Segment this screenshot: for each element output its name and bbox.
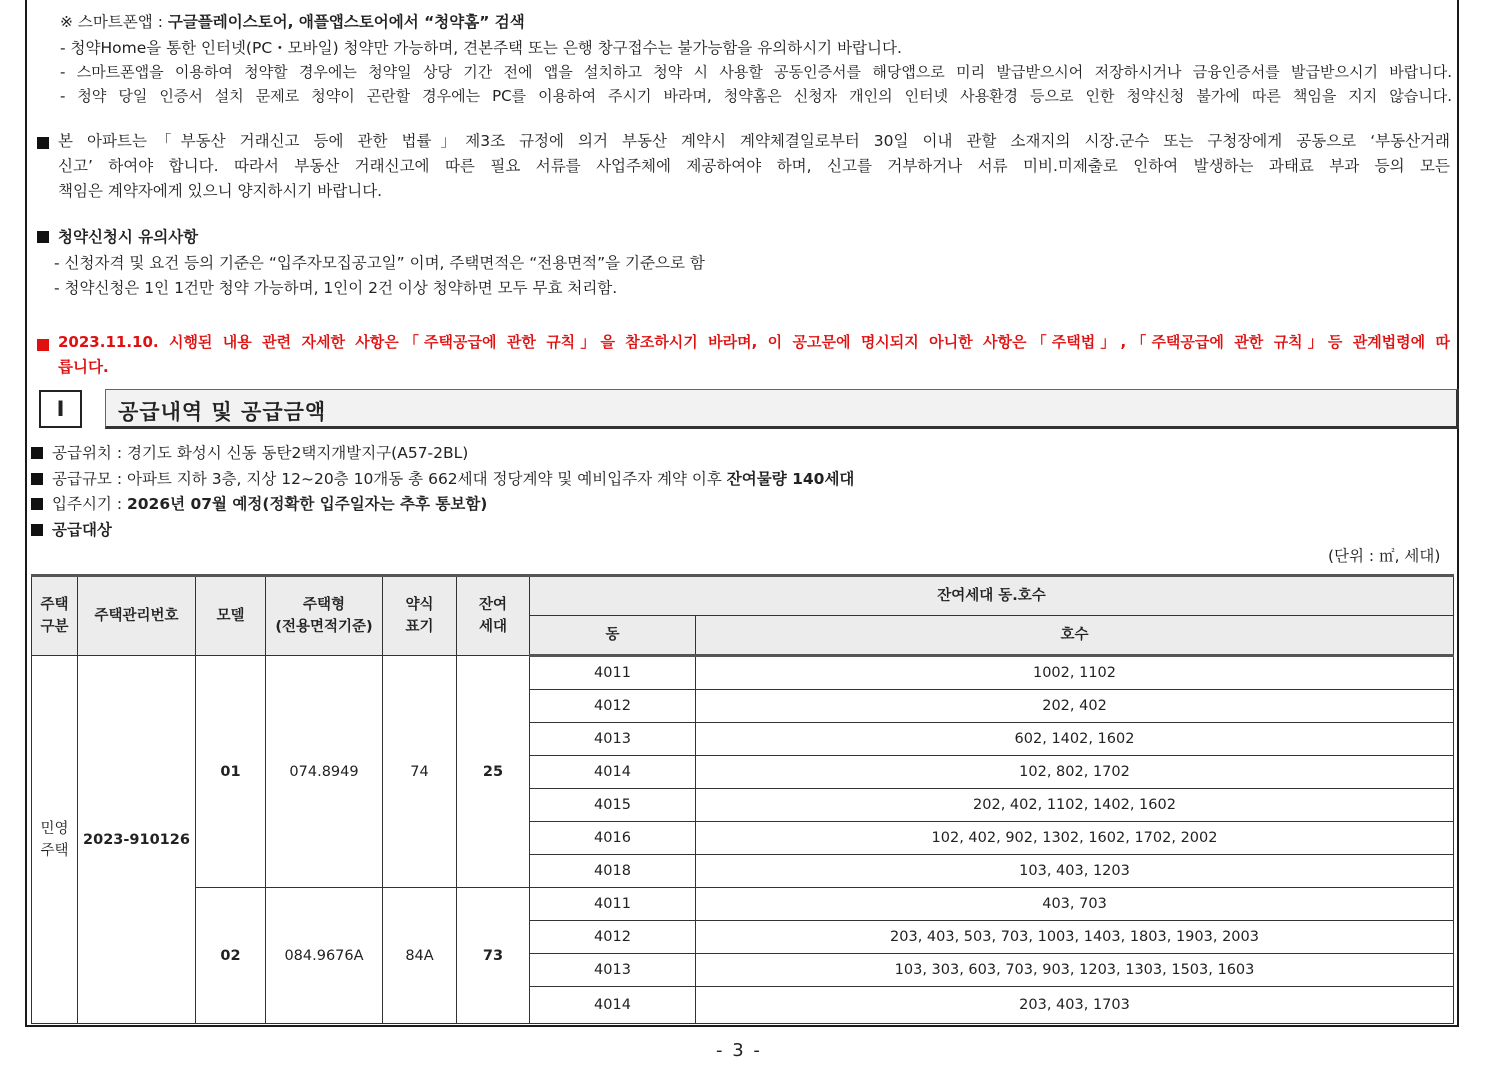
supply-location	[31, 443, 468, 463]
cell-ho: 1002, 1102	[696, 656, 1454, 690]
contract-notice-line-3: 책임은 계약자에게 있으니 양지하시기 바랍니다.	[58, 182, 383, 200]
cell-dong: 4016	[530, 822, 696, 855]
cell-ho: 103, 403, 1203	[696, 855, 1454, 888]
cell-ho: 103, 303, 603, 703, 903, 1203, 1303, 1503, 1603	[696, 954, 1454, 987]
supply-target-text: 공급대상	[52, 521, 112, 539]
cell-dong: 4015	[530, 789, 696, 822]
cell-ho: 203, 403, 503, 703, 1003, 1403, 1803, 1903, 2003	[696, 921, 1454, 954]
bullet-square-icon	[31, 447, 43, 459]
header-ho: 호수	[696, 616, 1454, 656]
red-bullet-square-icon	[37, 339, 49, 351]
cell-dong: 4011	[530, 888, 696, 921]
header-remaining: 잔여 세대	[457, 576, 530, 656]
bullet-square-icon	[31, 498, 43, 510]
section-number: I	[39, 390, 82, 428]
caution-heading	[37, 227, 198, 247]
cell-housing-type: 민영 주택	[32, 656, 78, 1024]
supply-location-text: 공급위치 : 경기도 화성시 신동 동탄2택지개발지구(A57-2BL)	[52, 444, 469, 462]
header-short: 약식 표기	[383, 576, 457, 656]
cell-dong: 4014	[530, 987, 696, 1024]
caution-item-2: - 청약신청은 1인 1건만 청약 가능하며, 1인이 2건 이상 청약하면 모두 무효 처리함.	[54, 279, 618, 297]
intro-bullet-1: - 청약Home을 통한 인터넷(PC・모바일) 청약만 가능하며, 견본주택 또는 은행 창구접수는 불가능함을 유의하시기 바랍니다.	[60, 39, 902, 57]
cell-model: 02	[196, 888, 266, 1024]
cell-remaining: 25	[457, 656, 530, 888]
app-note-prefix: ※ 스마트폰앱 :	[60, 13, 168, 31]
cell-ho: 602, 1402, 1602	[696, 723, 1454, 756]
cell-ho: 403, 703	[696, 888, 1454, 921]
bullet-square-icon	[31, 524, 43, 536]
cell-ho: 203, 403, 1703	[696, 987, 1454, 1024]
app-note-bold: 구글플레이스토어, 애플앱스토어에서 “청약홈” 검색	[167, 13, 525, 31]
header-house-type: 주택형 (전용면적기준)	[266, 576, 383, 656]
supply-scale	[31, 469, 854, 489]
page-number: - 3 -	[716, 1040, 762, 1061]
caution-title: 청약신청시 유의사항	[58, 228, 199, 246]
cell-mgmt-no: 2023-910126	[78, 656, 196, 1024]
cell-dong: 4014	[530, 756, 696, 789]
cell-dong: 4011	[530, 656, 696, 690]
cell-short: 74	[383, 656, 457, 888]
caution-item-1: - 신청자격 및 요건 등의 기준은 “입주자모집공고일” 이며, 주택면적은 “전용면적”을 기준으로 함	[54, 254, 705, 272]
header-housing-type: 주택 구분	[32, 576, 78, 656]
cell-dong: 4012	[530, 921, 696, 954]
contract-notice-line-2: 신고’ 하여야 합니다. 따라서 부동산 거래신고에 따른 필요 서류를 사업주체에 제공하여야 하며, 신고를 거부하거나 서류 미비.미제출로 인하여 발생하는 과태료 부과 등의 모든	[58, 157, 1450, 175]
header-units-group: 잔여세대 동.호수	[530, 576, 1454, 616]
app-note	[60, 12, 525, 32]
cell-dong: 4018	[530, 855, 696, 888]
header-mgmt-no: 주택관리번호	[78, 576, 196, 656]
cell-short: 84A	[383, 888, 457, 1024]
cell-ho: 202, 402, 1102, 1402, 1602	[696, 789, 1454, 822]
table-row	[32, 656, 1454, 690]
move-in-period	[31, 494, 487, 514]
move-in-prefix: 입주시기 :	[52, 495, 127, 513]
cell-ho: 102, 802, 1702	[696, 756, 1454, 789]
red-notice-line-2: 릅니다.	[58, 358, 109, 376]
bullet-square-icon	[37, 231, 49, 243]
cell-model: 01	[196, 656, 266, 888]
cell-dong: 4012	[530, 690, 696, 723]
cell-house-type: 074.8949	[266, 656, 383, 888]
supply-table	[31, 574, 1454, 1024]
cell-ho: 202, 402	[696, 690, 1454, 723]
cell-ho: 102, 402, 902, 1302, 1602, 1702, 2002	[696, 822, 1454, 855]
intro-bullet-2: - 스마트폰앱을 이용하여 청약할 경우에는 청약일 상당 기간 전에 앱을 설치하고 청약 시 사용할 공동인증서를 해당앱으로 미리 발급받으시어 저장하시거나 금융인증서를 발급받으시기 바랍니다.	[60, 63, 1452, 81]
cell-house-type: 084.9676A	[266, 888, 383, 1024]
bullet-square-icon	[31, 473, 43, 485]
red-notice-line-1: 2023.11.10. 시행된 내용 관련 자세한 사항은「주택공급에 관한 규칙」을 참조하시기 바라며, 이 공고문에 명시되지 아니한 사항은「주택법」,「주택공급에 관한 규칙」등 관계법령에 따	[58, 333, 1450, 351]
bullet-square-icon	[37, 137, 49, 149]
supply-scale-bold: 잔여물량 140세대	[726, 470, 855, 488]
cell-remaining: 73	[457, 888, 530, 1024]
section-header	[105, 389, 1459, 429]
header-model: 모델	[196, 576, 266, 656]
supply-scale-text: 공급규모 : 아파트 지하 3층, 지상 12~20층 10개동 총 662세대 정당계약 및 예비입주자 계약 이후	[52, 470, 727, 488]
header-dong: 동	[530, 616, 696, 656]
cell-dong: 4013	[530, 723, 696, 756]
section-title: 공급내역 및 공급금액	[118, 400, 327, 424]
intro-bullet-3: - 청약 당일 인증서 설치 문제로 청약이 곤란할 경우에는 PC를 이용하여 주시기 바라며, 청약홈은 신청자 개인의 인터넷 사용환경 등으로 인한 청약신청 불가에 따른 책임을 지지 않습니다.	[60, 87, 1452, 105]
cell-dong: 4013	[530, 954, 696, 987]
unit-label: (단위 : ㎡, 세대)	[1328, 547, 1441, 565]
table-row	[32, 888, 1454, 921]
supply-target	[31, 520, 112, 540]
contract-notice-line-1: 본 아파트는「부동산 거래신고 등에 관한 법률」제3조 규정에 의거 부동산 계약시 계약체결일로부터 30일 이내 관할 소재지의 시장.군수 또는 구청장에게 공동으로 ‘부동산거래	[58, 132, 1450, 150]
move-in-bold: 2026년 07월 예정(정확한 입주일자는 추후 통보함)	[126, 495, 488, 513]
